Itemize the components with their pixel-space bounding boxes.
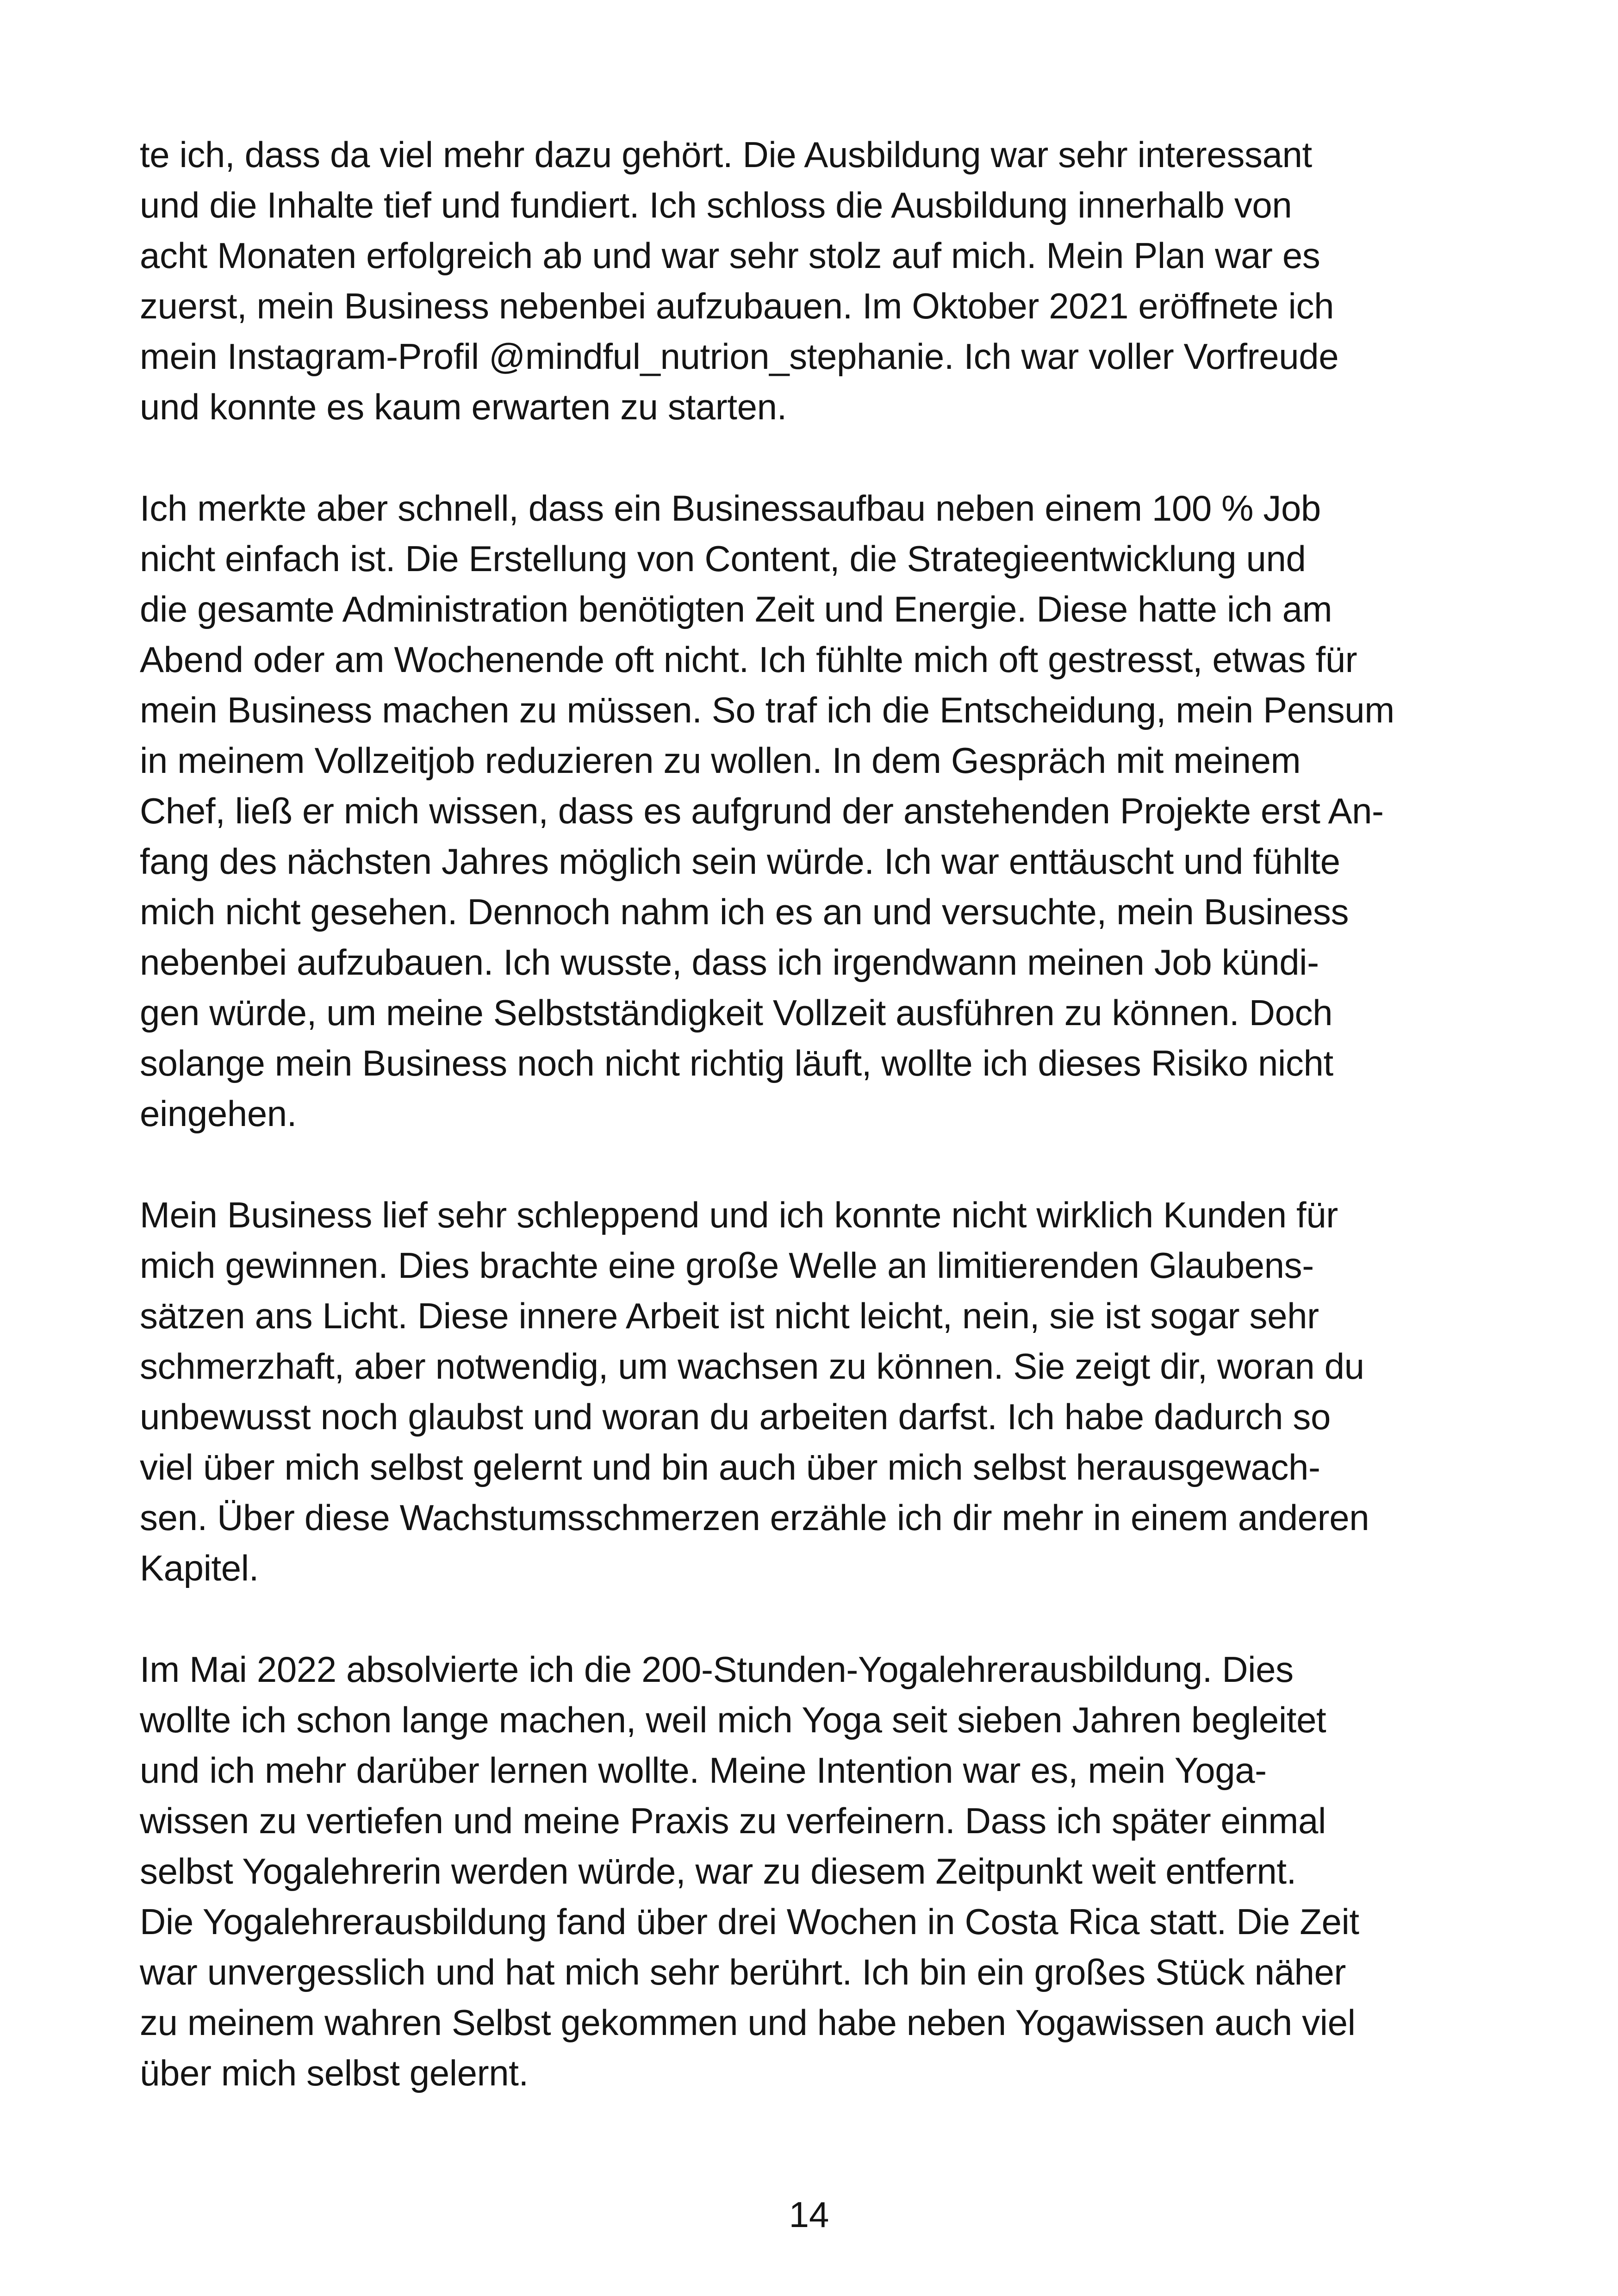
text-line: und ich mehr darüber lernen wollte. Meine Intention war es, mein Yoga- [140,1750,1267,1791]
text-line: zuerst, mein Business nebenbei aufzubauen. Im Oktober 2021 eröffnete ich [140,286,1334,326]
text-line: acht Monaten erfolgreich ab und war sehr stolz auf mich. Mein Plan war es [140,235,1320,276]
text-line: selbst Yogalehrerin werden würde, war zu diesem Zeitpunkt weit entfernt. [140,1851,1296,1892]
text-line: schmerzhaft, aber notwendig, um wachsen zu können. Sie zeigt dir, woran du [140,1346,1364,1387]
text-line: te ich, dass da viel mehr dazu gehört. Die Ausbildung war sehr interessant [140,134,1312,175]
text-line: sen. Über diese Wachstumsschmerzen erzähle ich dir mehr in einem anderen [140,1497,1369,1538]
text-line: die gesamte Administration benötigten Zeit und Energie. Diese hatte ich am [140,589,1332,629]
text-line: Kapitel. [140,1548,259,1588]
body-text [140,130,1482,2149]
paragraph-2 [140,483,1482,1139]
text-line: mich gewinnen. Dies brachte eine große Welle an limitierenden Glaubens- [140,1245,1314,1286]
text-line: unbewusst noch glaubst und woran du arbeiten darfst. Ich habe dadurch so [140,1396,1331,1437]
text-line: über mich selbst gelernt. [140,2053,529,2093]
text-line: Abend oder am Wochenende oft nicht. Ich fühlte mich oft gestresst, etwas für [140,639,1357,680]
text-line: fang des nächsten Jahres möglich sein würde. Ich war enttäuscht und fühlte [140,841,1340,882]
paragraph-4 [140,1644,1482,2098]
page-number: 14 [789,2194,829,2235]
text-line: war unvergesslich und hat mich sehr berührt. Ich bin ein großes Stück näher [140,1952,1346,1992]
text-line: in meinem Vollzeitjob reduzieren zu wollen. In dem Gespräch mit meinem [140,740,1301,781]
text-line: und die Inhalte tief und fundiert. Ich schloss die Ausbildung innerhalb von [140,185,1292,225]
text-line: nebenbei aufzubauen. Ich wusste, dass ich irgendwann meinen Job kündi- [140,942,1319,983]
text-line: Mein Business lief sehr schleppend und ich konnte nicht wirklich Kunden für [140,1195,1338,1235]
text-line: viel über mich selbst gelernt und bin auch über mich selbst herausgewach- [140,1447,1320,1487]
text-line: mich nicht gesehen. Dennoch nahm ich es an und versuchte, mein Business [140,891,1349,932]
text-line: Chef, ließ er mich wissen, dass es aufgrund der anstehenden Projekte erst An- [140,790,1384,831]
text-line: mein Instagram-Profil @mindful_nutrion_stephanie. Ich war voller Vorfreude [140,336,1339,377]
text-line: Im Mai 2022 absolvierte ich die 200-Stunden-Yogalehrerausbildung. Dies [140,1649,1294,1690]
text-line: und konnte es kaum erwarten zu starten. [140,386,787,427]
paragraph-3 [140,1190,1482,1593]
text-line: Die Yogalehrerausbildung fand über drei Wochen in Costa Rica statt. Die Zeit [140,1901,1359,1942]
text-line: solange mein Business noch nicht richtig läuft, wollte ich dieses Risiko nicht [140,1043,1333,1083]
text-line: mein Business machen zu müssen. So traf ich die Entscheidung, mein Pensum [140,690,1394,730]
text-line: gen würde, um meine Selbstständigkeit Vollzeit ausführen zu können. Doch [140,992,1333,1033]
text-line: sätzen ans Licht. Diese innere Arbeit ist nicht leicht, nein, sie ist sogar sehr [140,1295,1319,1336]
text-line: wollte ich schon lange machen, weil mich Yoga seit sieben Jahren begleitet [140,1699,1326,1740]
text-line: nicht einfach ist. Die Erstellung von Content, die Strategieentwicklung und [140,538,1306,579]
text-line: wissen zu vertiefen und meine Praxis zu verfeinern. Dass ich später einmal [140,1800,1326,1841]
text-line: zu meinem wahren Selbst gekommen und habe neben Yogawissen auch viel [140,2002,1356,2043]
paragraph-1 [140,130,1482,432]
text-line: Ich merkte aber schnell, dass ein Businessaufbau neben einem 100 % Job [140,488,1321,529]
text-line: eingehen. [140,1093,297,1134]
